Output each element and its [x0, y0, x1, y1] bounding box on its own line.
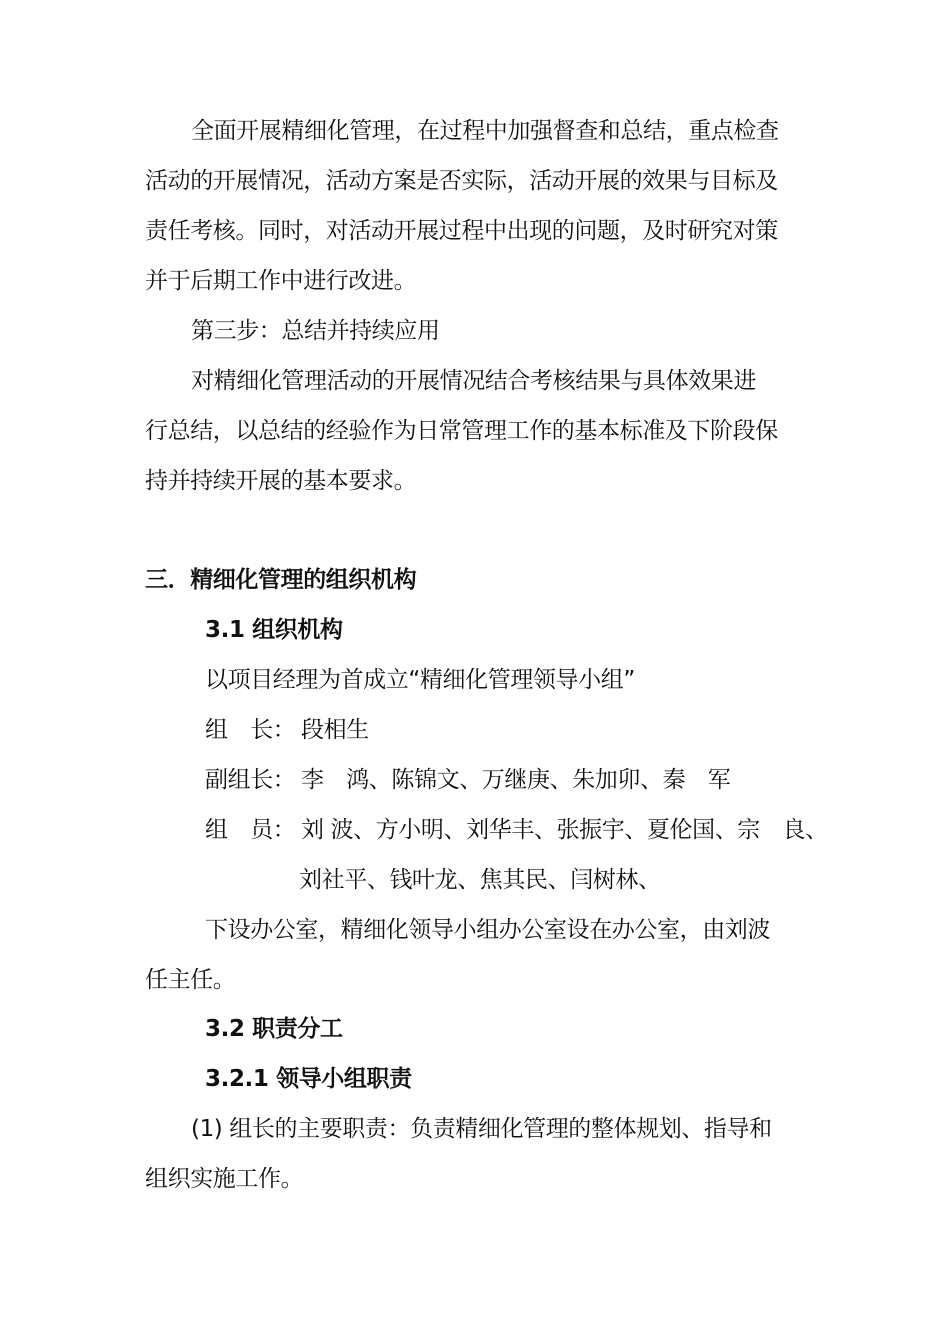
org-intro: 以项目经理为首成立“精细化管理领导小组”	[205, 667, 635, 693]
section-3-heading: 三．精细化管理的组织机构	[145, 567, 417, 593]
duty-1-line-2: 组织实施工作。	[145, 1166, 304, 1192]
paragraph-2-line-3: 持并持续开展的基本要求。	[145, 468, 417, 494]
subsection-3-1-heading: 3.1 组织机构	[205, 617, 343, 643]
member-names-line-2: 刘社平、钱叶龙、焦其民、闫树林、	[299, 867, 661, 893]
member-label: 组 员：	[205, 817, 296, 843]
paragraph-2-line-2: 行总结，以总结的经验作为日常管理工作的基本标准及下阶段保	[145, 418, 778, 444]
roster-leader-row	[205, 715, 369, 745]
subsection-3-2-1-heading: 3.2.1 领导小组职责	[205, 1066, 412, 1092]
leader-label: 组 长：	[205, 717, 296, 743]
paragraph-2-line-1: 对精细化管理活动的开展情况结合考核结果与具体效果进	[191, 368, 757, 394]
paragraph-1-line-4: 并于后期工作中进行改进。	[145, 268, 417, 294]
deputy-label: 副组长：	[205, 767, 296, 793]
office-text-line-2: 任主任。	[145, 967, 236, 993]
leader-names: 段相生	[301, 717, 369, 743]
office-text-line-1: 下设办公室，精细化领导小组办公室设在办公室，由刘波	[205, 917, 771, 943]
paragraph-1-line-3: 责任考核。同时，对活动开展过程中出现的问题，及时研究对策	[145, 218, 778, 244]
member-names-line-1: 刘 波、方小明、刘华丰、张振宇、夏伦国、宗 良、	[301, 817, 828, 843]
paragraph-1-line-1: 全面开展精细化管理，在过程中加强督查和总结，重点检查	[191, 118, 779, 144]
roster-member-row	[205, 815, 828, 845]
duty-1-line-1: (1) 组长的主要职责：负责精细化管理的整体规划、指导和	[191, 1116, 772, 1142]
deputy-names: 李 鸿、陈锦文、万继庚、朱加卯、秦 军	[301, 767, 731, 793]
paragraph-1-line-2: 活动的开展情况，活动方案是否实际，活动开展的效果与目标及	[145, 168, 778, 194]
step-3-title: 第三步：总结并持续应用	[191, 318, 440, 344]
subsection-3-2-heading: 3.2 职责分工	[205, 1016, 343, 1042]
roster-deputy-row	[205, 765, 730, 795]
